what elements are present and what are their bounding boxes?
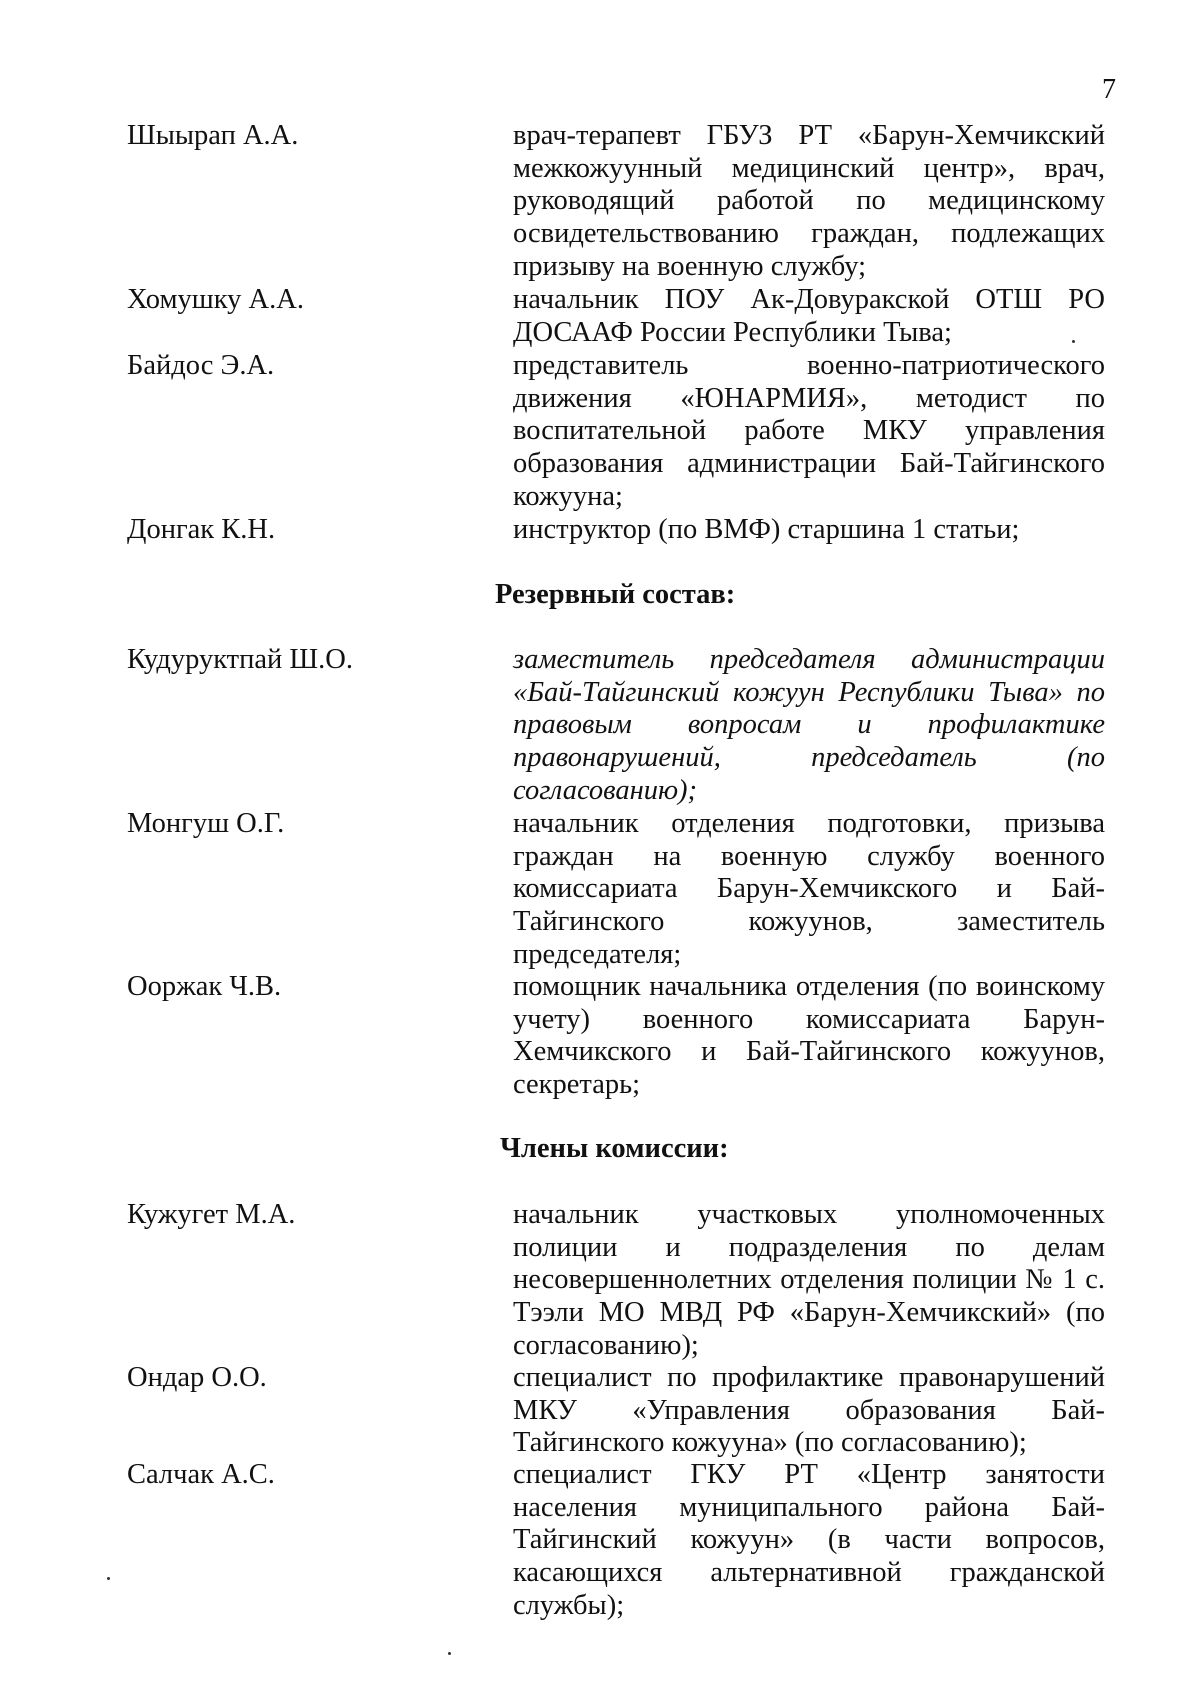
member-position: специалист по профилактике правонарушений МКУ «Управления образования Бай-Тайгинского кожууна» (по согласованию); [513, 1362, 1105, 1459]
member-position: специалист ГКУ РТ «Центр занятости населения муниципального района Бай-Тайгинский кожуун» (в части вопросов, касающихся альтернативной гражданской службы); [513, 1459, 1105, 1621]
member-position: заместитель председателя администрации «Бай-Тайгинский кожуун Республики Тыва» по правовым вопросам и профилактике правонарушений, председатель (по согласованию); [513, 644, 1105, 806]
member-name: Салчак А.С. [127, 1459, 275, 1490]
scan-speck [448, 1652, 451, 1655]
member-position: начальник отделения подготовки, призыва граждан на военную службу военного комиссариата Барун-Хемчикского и Бай-Тайгинского кожуунов, заместитель председателя; [513, 808, 1105, 970]
member-name: Ооржак Ч.В. [127, 971, 282, 1002]
section-heading-reserve: Резервный состав: [495, 579, 736, 610]
member-name: Ондар О.О. [127, 1362, 267, 1393]
member-position: врач-терапевт ГБУЗ РТ «Барун-Хемчикский межкожуунный медицинский центр», врач, руководящий работой по медицинскому освидетельствованию граждан, подлежащих призыву на военную службу; [513, 120, 1105, 282]
member-name: Кудуруктпай Ш.О. [127, 644, 353, 675]
section-heading-commission-members: Члены комиссии: [500, 1133, 729, 1164]
member-position: помощник начальника отделения (по воинскому учету) военного комиссариата Барун-Хемчикского и Бай-Тайгинского кожуунов, секретарь; [513, 971, 1105, 1101]
member-name: Кужугет М.А. [127, 1199, 296, 1230]
scan-speck [107, 1577, 110, 1580]
member-position: начальник участковых уполномоченных полиции и подразделения по делам несовершеннолетних отделения полиции № 1 с. Тээли МО МВД РФ «Барун-Хемчикский» (по согласованию); [513, 1199, 1105, 1361]
scan-speck [1072, 340, 1075, 343]
member-name: Донгак К.Н. [127, 514, 276, 545]
member-position: представитель военно-патриотического движения «ЮНАРМИЯ», методист по воспитательной работе МКУ управления образования администрации Бай-Тайгинского кожууна; [513, 350, 1105, 512]
page-number: 7 [1102, 74, 1116, 105]
member-position: начальник ПОУ Ак-Довуракской ОТШ РО ДОСААФ России Республики Тыва; [513, 284, 1105, 348]
member-name: Хомушку А.А. [127, 284, 304, 315]
member-name: Монгуш О.Г. [127, 808, 285, 839]
member-position: инструктор (по ВМФ) старшина 1 статьи; [513, 514, 1020, 545]
member-name: Байдос Э.А. [127, 350, 275, 381]
member-name: Шыырап А.А. [127, 120, 299, 151]
